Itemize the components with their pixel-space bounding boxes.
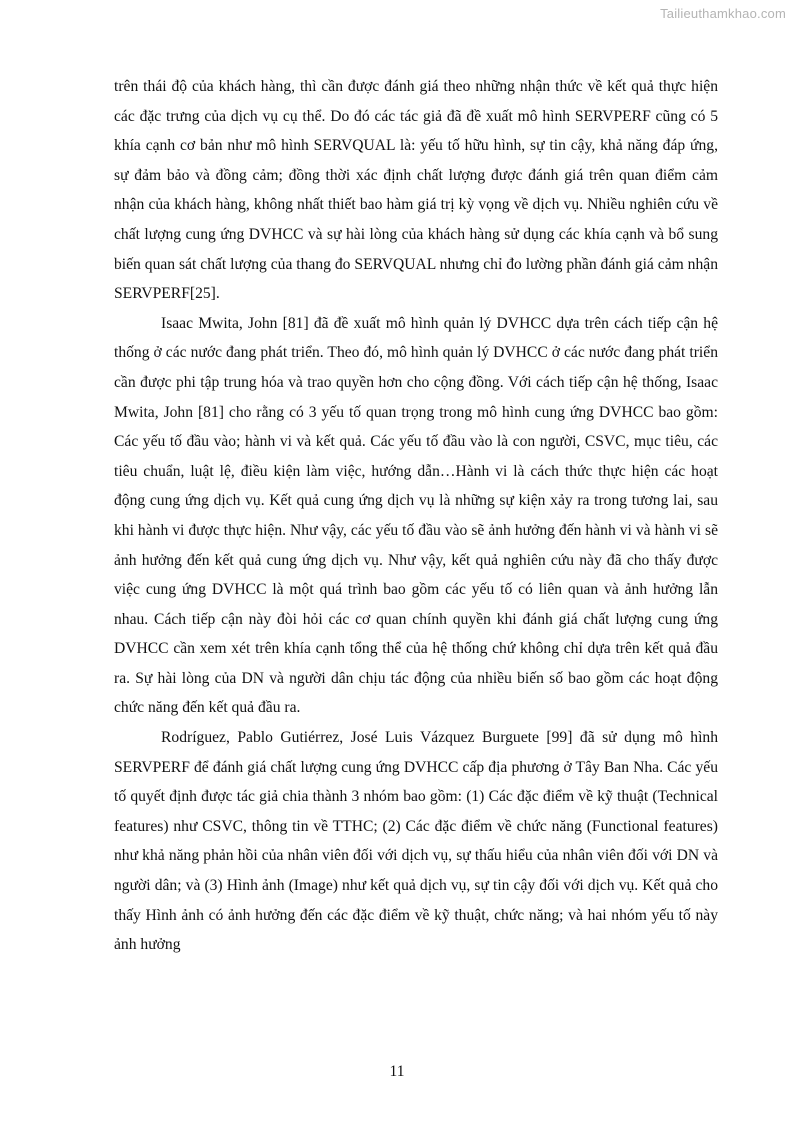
page-number: 11 bbox=[389, 1063, 405, 1080]
document-body bbox=[114, 72, 718, 960]
watermark-text: Tailieuthamkhao.com bbox=[660, 6, 786, 21]
paragraph-mwita: Isaac Mwita, John [81] đã đề xuất mô hình quản lý DVHCC dựa trên cách tiếp cận hệ thống ở các nước đang phát triển. Theo đó, mô hình quản lý DVHCC ở các nước đang phát triển cần được phi tập trung hóa và trao quyền hơn cho cộng đồng. Với cách tiếp cận hệ thống, Isaac Mwita, John [81] cho rằng có 3 yếu tố quan trọng trong mô hình cung ứng DVHCC bao gồm: Các yếu tố đầu vào; hành vi và kết quả. Các yếu tố đầu vào là con người, CSVC, mục tiêu, các tiêu chuẩn, luật lệ, điều kiện làm việc, hướng dẫn…Hành vi là cách thức thực hiện các hoạt động cung ứng dịch vụ. Kết quả cung ứng dịch vụ là những sự kiện xảy ra trong tương lai, sau khi hành vi được thực hiện. Như vậy, các yếu tố đầu vào sẽ ảnh hưởng đến hành vi và hành vi sẽ ảnh hưởng đến kết quả cung ứng dịch vụ. Như vậy, kết quả nghiên cứu này đã cho thấy được việc cung ứng DVHCC là một quá trình bao gồm các yếu tố có liên quan và ảnh hưởng lẫn nhau. Cách tiếp cận này đòi hỏi các cơ quan chính quyền khi đánh giá chất lượng cung ứng DVHCC cần xem xét trên khía cạnh tổng thể của hệ thống chứ không chỉ dựa trên kết quả đầu ra. Sự hài lòng của DN và người dân chịu tác động của nhiều biến số bao gồm các hoạt động chức năng đến kết quả đầu ra. bbox=[114, 314, 718, 717]
paragraph-continuation: trên thái độ của khách hàng, thì cần được đánh giá theo những nhận thức về kết quả thực hiện các đặc trưng của dịch vụ cụ thể. Do đó các tác giả đã đề xuất mô hình SERVPERF cũng có 5 khía cạnh cơ bản như mô hình SERVQUAL là: yếu tố hữu hình, sự tin cậy, khả năng đáp ứng, sự đảm bảo và đồng cảm; đồng thời xác định chất lượng được đánh giá trên quan điểm cảm nhận của khách hàng, không nhất thiết bao hàm giá trị kỳ vọng về dịch vụ. Nhiều nghiên cứu về chất lượng cung ứng DVHCC và sự hài lòng của khách hàng sử dụng các khía cạnh và bổ sung biến quan sát chất lượng của thang đo SERVQUAL nhưng chỉ đo lường phần đánh giá cảm nhận SERVPERF[25]. bbox=[114, 78, 718, 303]
paragraph-rodriguez: Rodríguez, Pablo Gutiérrez, José Luis Vázquez Burguete [99] đã sử dụng mô hình SERVPERF để đánh giá chất lượng cung ứng DVHCC cấp địa phương ở Tây Ban Nha. Các yếu tố quyết định được tác giả chia thành 3 nhóm bao gồm: (1) Các đặc điểm về kỹ thuật (Technical features) như CSVC, thông tin về TTHC; (2) Các đặc điểm về chức năng (Functional features) như khả năng phản hồi của nhân viên đối với dịch vụ, sự thấu hiểu của nhân viên đối với DN và người dân; và (3) Hình ảnh (Image) như kết quả dịch vụ, sự tin cậy đối với dịch vụ. Kết quả cho thấy Hình ảnh có ảnh hưởng đến các đặc điểm về kỹ thuật, chức năng; và hai nhóm yếu tố này ảnh hưởng bbox=[114, 729, 718, 954]
